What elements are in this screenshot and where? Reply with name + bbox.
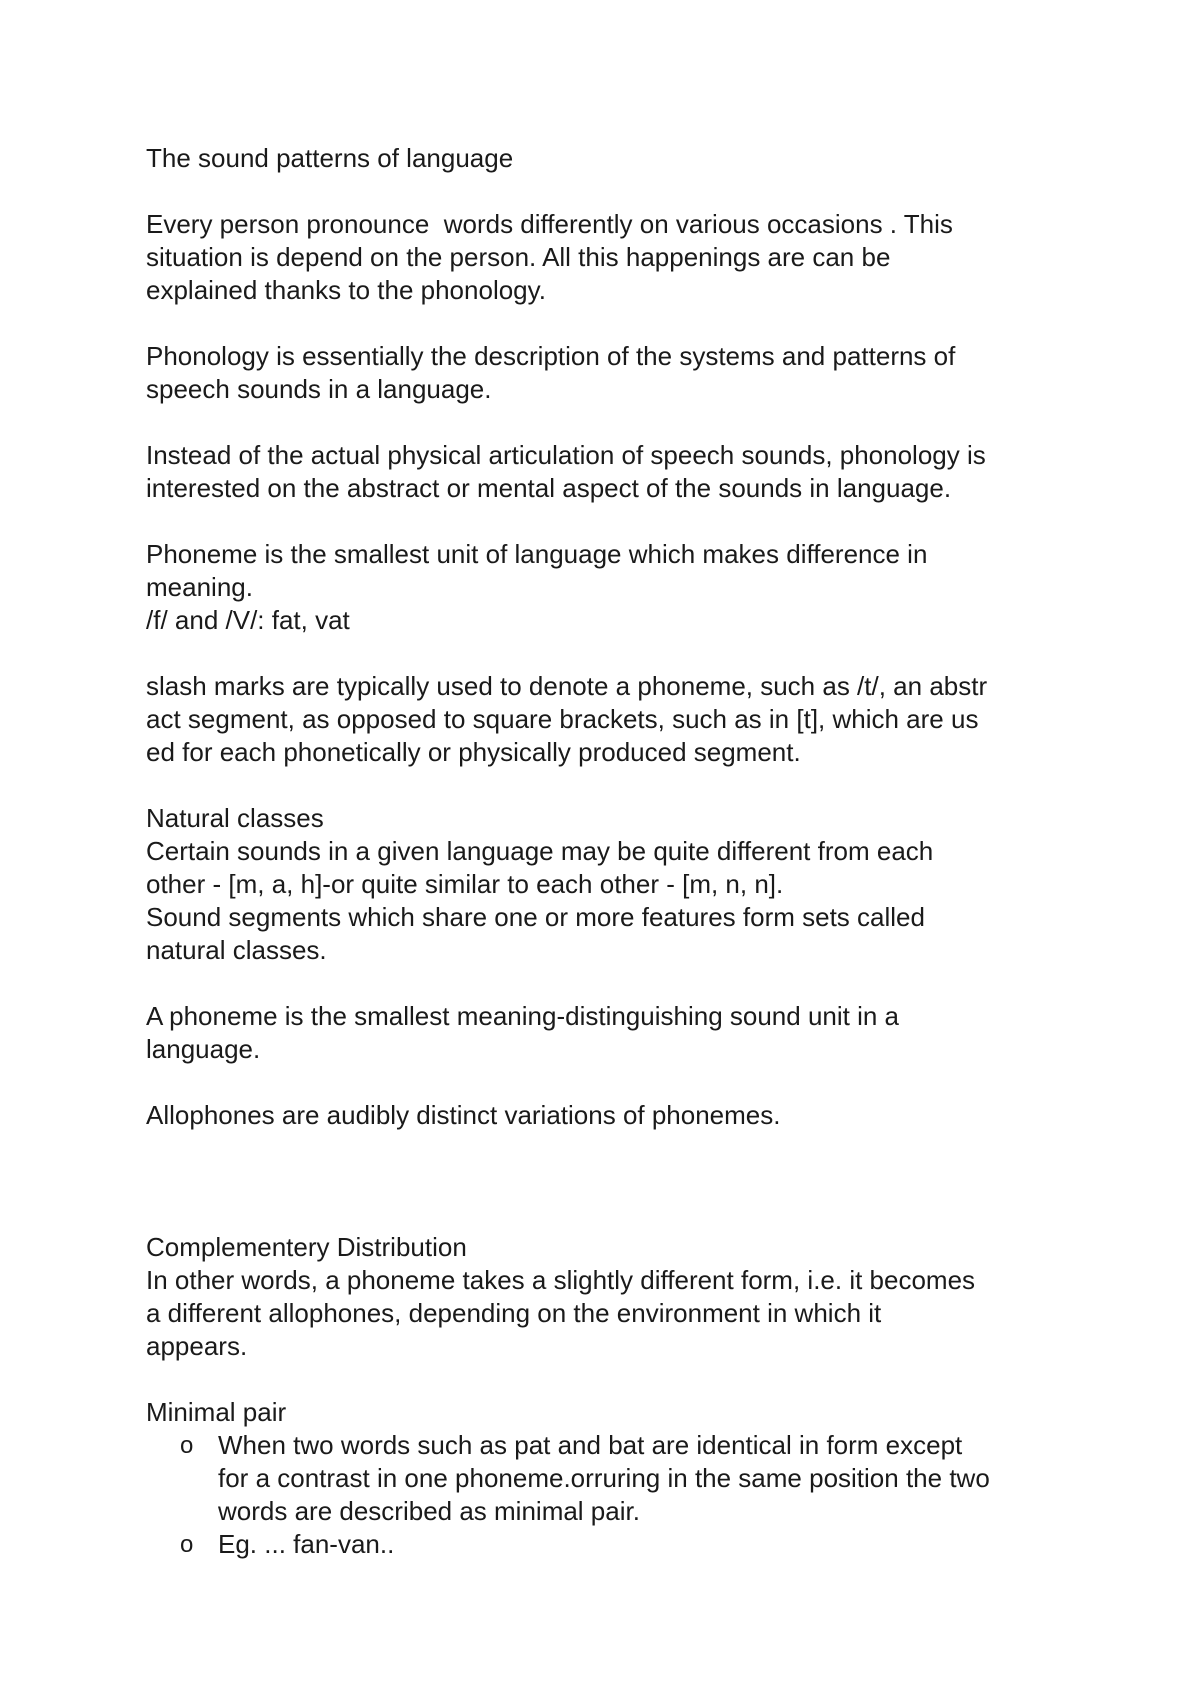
text-line: Certain sounds in a given language may be quite different from each [146,836,934,866]
text-line: for a contrast in one phoneme.orruring in the same position the two [218,1463,990,1493]
text-line: a different allophones, depending on the environment in which it [146,1298,882,1328]
section-complementary-distribution [146,1231,1076,1363]
text-line: other - [m, a, h]-or quite similar to each other - [m, n, n]. [146,869,784,899]
list-item [146,1528,1076,1561]
text-line: When two words such as pat and bat are identical in form except [218,1430,963,1460]
paragraph-slash-marks [146,670,1076,769]
section-heading: Natural classes [146,803,324,833]
text-line: Eg. ... fan-van.. [218,1529,395,1559]
paragraph-allophones [146,1099,1076,1132]
bullet-marker-icon: o [180,1531,194,1558]
text-line: natural classes. [146,935,327,965]
section-minimal-pair [146,1396,1076,1561]
paragraph-phonology [146,340,1076,406]
text-line: language. [146,1034,261,1064]
text-line: appears. [146,1331,248,1361]
text-line: A phoneme is the smallest meaning-distinguishing sound unit in a [146,1001,900,1031]
section-heading: Minimal pair [146,1397,287,1427]
text-line: Instead of the actual physical articulation of speech sounds, phonology is [146,440,986,470]
section-heading: Complementery Distribution [146,1232,467,1262]
text-line: act segment, as opposed to square brackets, such as in [t], which are us [146,704,979,734]
text-line: explained thanks to the phonology. [146,275,546,305]
text-line: meaning. [146,572,253,602]
text-line: situation is depend on the person. All this happenings are can be [146,242,891,272]
text-line: ed for each phonetically or physically produced segment. [146,737,801,767]
text-line: Phoneme is the smallest unit of language which makes difference in [146,539,928,569]
text-line: Phonology is essentially the description of the systems and patterns of [146,341,956,371]
paragraph-instead [146,439,1076,505]
bullet-list [146,1429,1076,1561]
text-line: speech sounds in a language. [146,374,492,404]
text-line: interested on the abstract or mental aspect of the sounds in language. [146,473,952,503]
paragraph-intro [146,208,1076,307]
paragraph-phoneme [146,538,1076,637]
paragraph-phoneme-definition [146,1000,1076,1066]
document-title: The sound patterns of language [146,143,514,173]
text-line: words are described as minimal pair. [218,1496,640,1526]
text-line: Sound segments which share one or more features form sets called [146,902,925,932]
text-line: Every person pronounce words differently on various occasions . This [146,209,953,239]
text-line: slash marks are typically used to denote a phoneme, such as /t/, an abstr [146,671,988,701]
section-natural-classes [146,802,1076,967]
list-item [146,1429,1076,1528]
text-line: In other words, a phoneme takes a slightly different form, i.e. it becomes [146,1265,976,1295]
document-body [146,142,1076,1561]
bullet-marker-icon: o [180,1432,194,1459]
text-line: Allophones are audibly distinct variations of phonemes. [146,1100,781,1130]
text-line: /f/ and /V/: fat, vat [146,605,350,635]
